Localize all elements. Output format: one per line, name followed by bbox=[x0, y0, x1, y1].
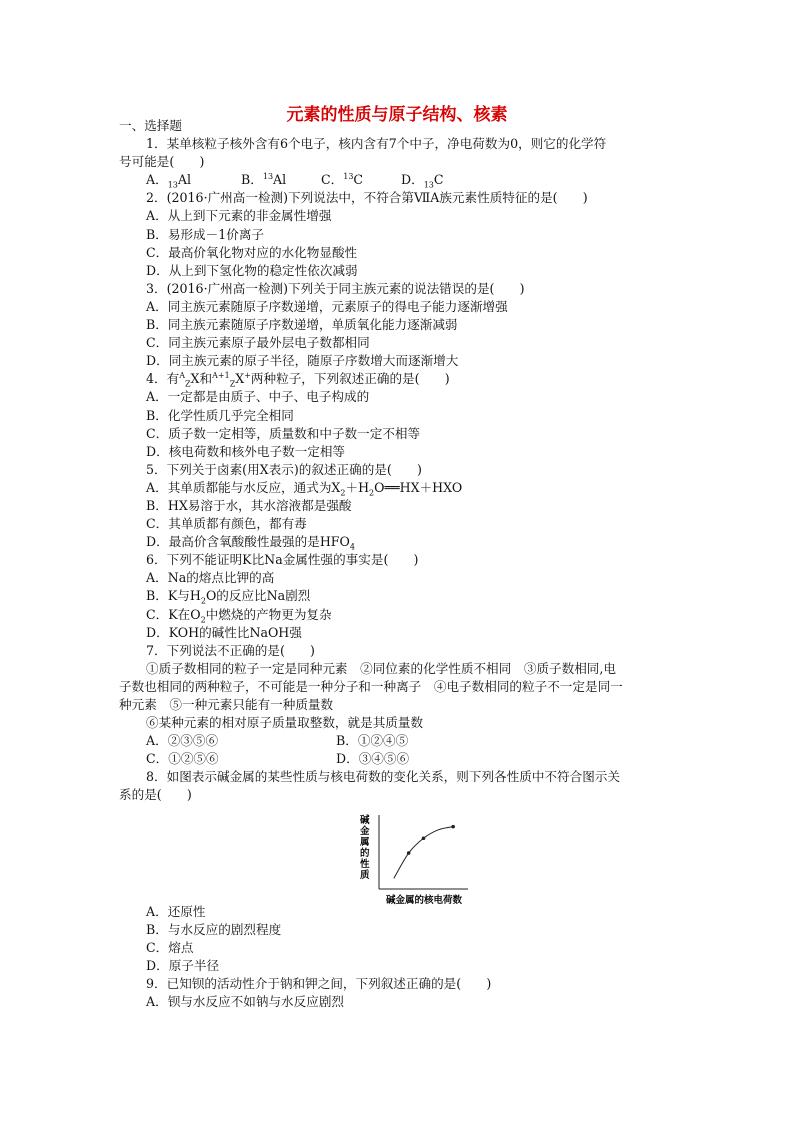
q8-option-b: B．与水反应的剧烈程度 bbox=[146, 921, 282, 937]
q8-option-d: D．原子半径 bbox=[146, 957, 220, 973]
q8-option-a: A．还原性 bbox=[146, 903, 206, 919]
q5-option-d: D．最高价含氧酸酸性最强的是$HFO_4$ bbox=[146, 534, 355, 552]
y-axis-label: 碱金属的性质 bbox=[360, 815, 370, 881]
q7-option-a: A．②③⑤⑥ bbox=[146, 733, 219, 749]
q8-option-c: C．熔点 bbox=[146, 939, 194, 955]
q3-option-c: C．同主族元素原子最外层电子数都相同 bbox=[146, 335, 370, 351]
q1-stem-line2: 号可能是( ) bbox=[119, 154, 205, 170]
q7-statement-line1: ①质子数相同的粒子一定是同种元素 ②同位素的化学性质不相同 ③质子数相同,电 bbox=[146, 660, 616, 676]
q8-figure bbox=[350, 811, 472, 906]
q1-option-c: C．$^{13}$C bbox=[321, 172, 364, 188]
x-axis-label: 碱金属的核电荷数 bbox=[385, 895, 463, 906]
q2-stem: 2．(2016·广州高一检测)下列说法中，不符合第ⅦA族元素性质特征的是( ) bbox=[146, 190, 588, 206]
q2-option-a: A．从上到下元素的非金属性增强 bbox=[146, 208, 332, 224]
q3-stem: 3．(2016·广州高一检测)下列关于同主族元素的说法错误的是( ) bbox=[146, 280, 525, 296]
q4-option-d: D．核电荷数和核外电子数一定相等 bbox=[146, 443, 346, 459]
q1-option-a: A．$_{13}$Al bbox=[146, 172, 192, 190]
section-heading: 一、选择题 bbox=[119, 118, 182, 133]
q4-option-b: B．化学性质几乎完全相同 bbox=[146, 407, 294, 423]
q5-option-b: B．HX易溶于水，其水溶液都是强酸 bbox=[146, 497, 352, 513]
q7-statement-line3: 种元素 ⑤一种元素只能有一种质量数 bbox=[119, 697, 334, 712]
q6-option-c: C．K在$O_2$中燃烧的产物更为复杂 bbox=[146, 606, 332, 625]
q2-option-d: D．从上到下氢化物的稳定性依次减弱 bbox=[146, 262, 358, 278]
q7-options-cd bbox=[146, 750, 686, 768]
q4-option-c: C．质子数一定相等，质量数和中子数一定不相等 bbox=[146, 425, 421, 441]
q3-option-d: D．同主族元素的原子半径，随原子序数增大而逐渐增大 bbox=[146, 353, 459, 369]
q7-option-b: B．①②④⑤ bbox=[336, 733, 409, 749]
q7-statement-line2: 子数也相同的两种粒子，不可能是一种分子和一种离子 ④电子数相同的粒子不一定是同一 bbox=[119, 678, 623, 694]
property-chart bbox=[350, 811, 472, 906]
q4-stem: 4．有$^A_Z$X和$^{A+1}_Z$X+两种粒子，下列叙述正确的是( ) bbox=[146, 371, 450, 389]
data-point bbox=[422, 836, 426, 840]
q1-option-b: B．$^{13}$Al bbox=[241, 172, 287, 188]
data-point bbox=[451, 825, 455, 829]
q7-option-c: C．①②⑤⑥ bbox=[146, 751, 219, 767]
page-title: 元素的性质与原子结构、核素 bbox=[286, 105, 508, 125]
q6-option-b: B．K与$H_2O$的反应比Na剧烈 bbox=[146, 588, 311, 606]
q3-option-a: A．同主族元素随原子序数递增，元素原子的得电子能力逐渐增强 bbox=[146, 298, 508, 314]
q7-stem: 7．下列说法不正确的是( ) bbox=[146, 642, 315, 658]
q8-stem-line1: 8．如图表示碱金属的某些性质与核电荷数的变化关系，则下列各性质中不符合图示关 bbox=[146, 769, 620, 785]
q7-statement-line4: ⑥某种元素的相对原子质量取整数，就是其质量数 bbox=[146, 715, 424, 731]
data-point bbox=[407, 851, 411, 855]
q9-option-a: A．钡与水反应不如钠与水反应剧烈 bbox=[146, 994, 345, 1010]
q7-options-ab bbox=[146, 732, 686, 750]
series-group bbox=[394, 825, 455, 879]
q1-option-d: D．$_{13}$C bbox=[401, 172, 444, 190]
q1-stem-line1: 1．某单核粒子核外含有6个电子，核内含有7个中子，净电荷数为0，则它的化学符 bbox=[146, 136, 607, 152]
q6-option-d: D．KOH的碱性比NaOH强 bbox=[146, 624, 302, 640]
q2-option-c: C．最高价氧化物对应的水化物显酸性 bbox=[146, 244, 358, 260]
q6-option-a: A．Na的熔点比钾的高 bbox=[146, 570, 275, 586]
q4-option-a: A．一定都是由质子、中子、电子构成的 bbox=[146, 389, 370, 405]
q8-stem-line2: 系的是( ) bbox=[119, 787, 192, 803]
q1-options bbox=[146, 171, 686, 189]
q9-stem: 9．已知钡的活动性介于钠和钾之间，下列叙述正确的是( ) bbox=[146, 975, 492, 991]
q5-stem: 5．下列关于卤素(用X表示)的叙述正确的是( ) bbox=[146, 461, 422, 477]
q2-option-b: B．易形成－1价离子 bbox=[146, 226, 265, 242]
q3-option-b: B．同主族元素随原子序数递增，单质氧化能力逐渐减弱 bbox=[146, 317, 458, 333]
series-line bbox=[394, 827, 453, 879]
q5-option-a: A．其单质都能与水反应，通式为$X_2+H_2O══HX+HXO$ bbox=[146, 479, 463, 498]
q7-option-d: D．③④⑤⑥ bbox=[336, 751, 410, 767]
q6-stem: 6．下列不能证明K比Na金属性强的事实是( ) bbox=[146, 552, 419, 568]
q5-option-c: C．其单质都有颜色，都有毒 bbox=[146, 516, 307, 532]
